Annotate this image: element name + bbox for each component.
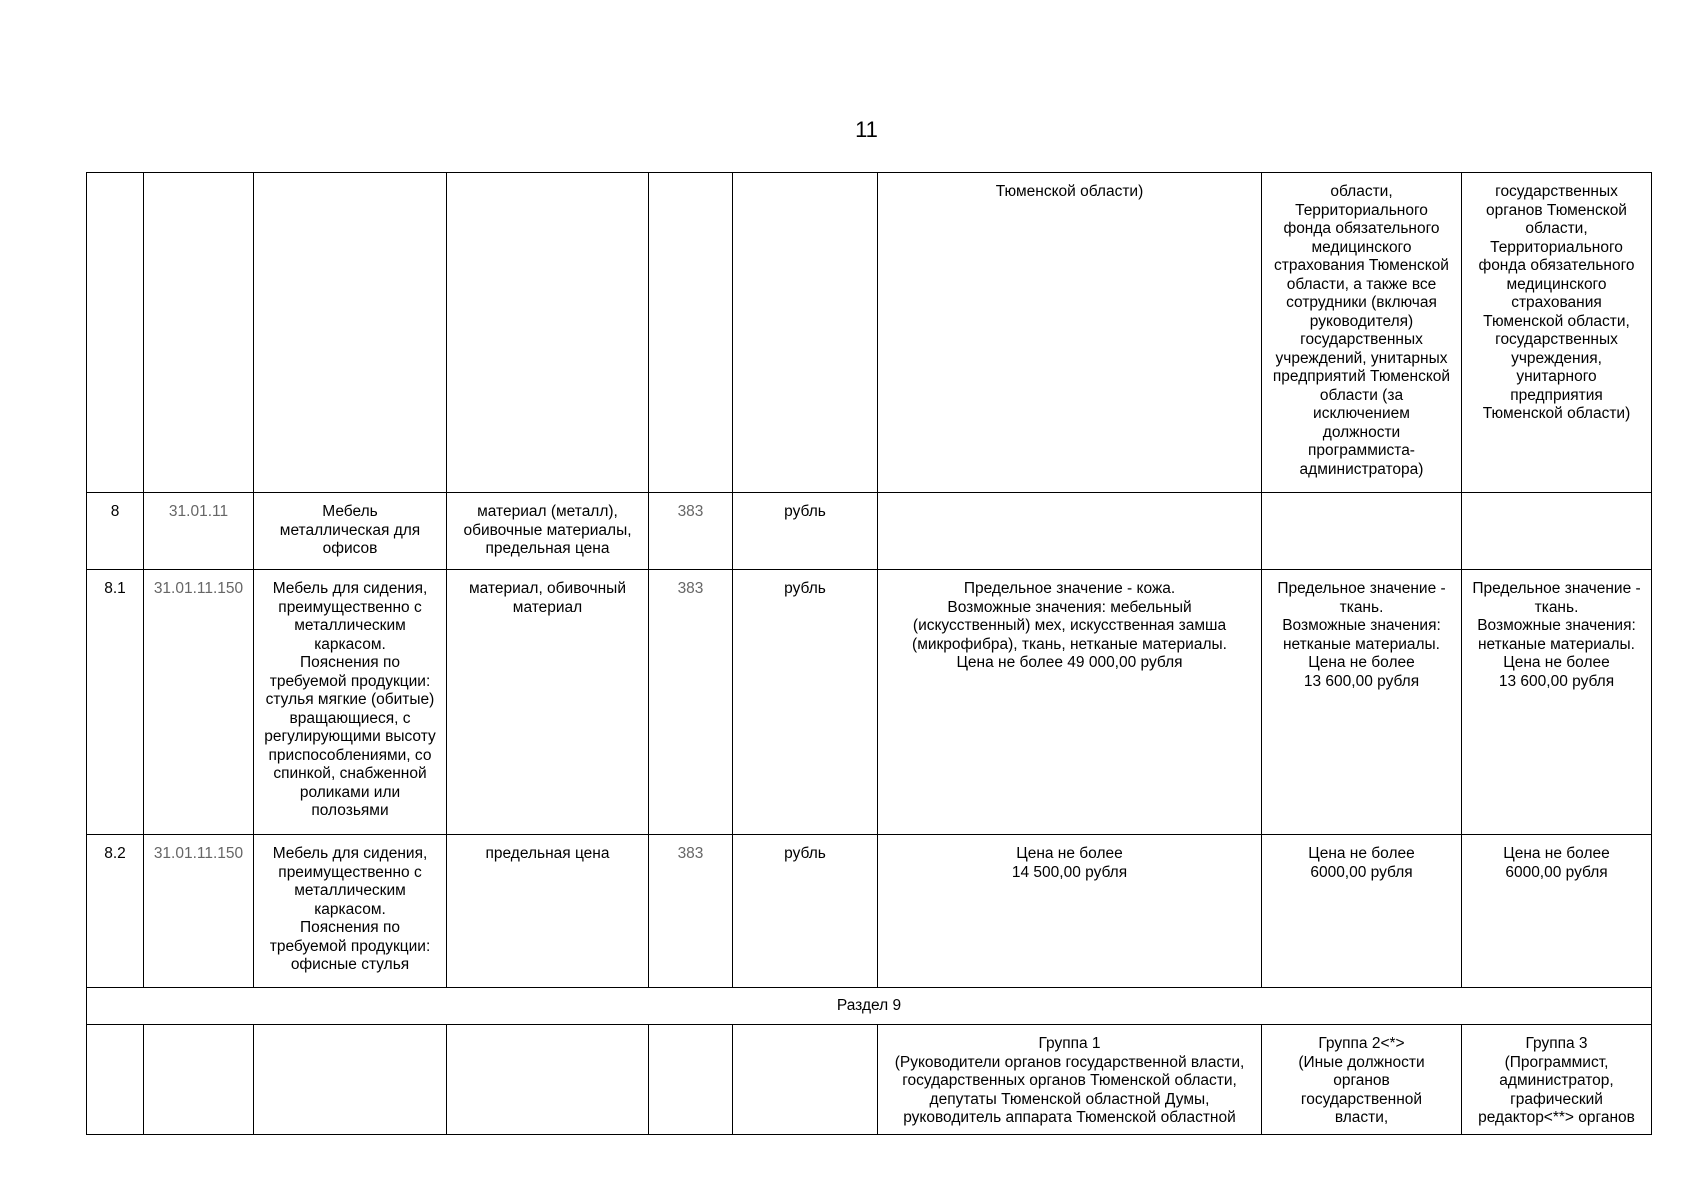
cell-okei [649,173,733,493]
cell-name: Мебель для сидения, преимущественно с металлическим каркасом. Пояснения по требуемой продукции: стулья мягкие (обитые) вращающиеся, с регулирующими высоту приспособлениями, со спинкой, снабженной роликами или полозьями [254,570,447,835]
cell-group2: Предельное значение - ткань. Возможные значения: нетканые материалы. Цена не более 13 600,00 рубля [1262,570,1462,835]
cell-unit: рубль [733,835,878,988]
cell-name: Мебель для сидения, преимущественно с металлическим каркасом. Пояснения по требуемой продукции: офисные стулья [254,835,447,988]
cell-okei: 383 [649,570,733,835]
cell-group2: Цена не более 6000,00 рубля [1262,835,1462,988]
page-number: 11 [855,117,878,142]
cell-number [87,173,144,493]
cell-characteristic [447,173,649,493]
cell-number: 8.1 [87,570,144,835]
cell-characteristic [447,1025,649,1135]
cell-characteristic: предельная цена [447,835,649,988]
cell-code: 31.01.11 [144,493,254,570]
cell-characteristic: материал (металл), обивочные материалы, предельная цена [447,493,649,570]
cell-group1: Предельное значение - кожа. Возможные значения: мебельный (искусственный) мех, искусственная замша (микрофибра), ткань, нетканые материалы. Цена не более 49 000,00 рубля [878,570,1262,835]
cell-okei: 383 [649,493,733,570]
cell-code: 31.01.11.150 [144,835,254,988]
table-row-8 [87,493,1652,570]
table-row-8-1 [87,570,1652,835]
cell-group3 [1462,493,1652,570]
cell-number [87,1025,144,1135]
cell-code: 31.01.11.150 [144,570,254,835]
cell-group1: Цена не более 14 500,00 рубля [878,835,1262,988]
cell-group3: государственных органов Тюменской области, Территориального фонда обязательного медицинского страхования Тюменской области, государственных учреждения, унитарного предприятия Тюменской области) [1462,173,1652,493]
table-row-group-headers [87,1025,1652,1135]
cell-number: 8.2 [87,835,144,988]
cell-code [144,173,254,493]
cell-unit: рубль [733,493,878,570]
cell-group2-header: Группа 2<*> (Иные должности органов государственной власти, [1262,1025,1462,1135]
cell-group3-header: Группа 3 (Программист, администратор, графический редактор<**> органов [1462,1025,1652,1135]
table-row-section [87,988,1652,1025]
requirements-table [86,172,1652,1135]
cell-unit [733,173,878,493]
cell-group1 [878,493,1262,570]
section-heading: Раздел 9 [87,988,1652,1025]
cell-group1: Тюменской области) [878,173,1262,493]
cell-group2: области, Территориального фонда обязательного медицинского страхования Тюменской области, а также все сотрудники (включая руководителя) государственных учреждений, унитарных предприятий Тюменской области (за исключением должности программиста- администратора) [1262,173,1462,493]
cell-okei [649,1025,733,1135]
cell-group3: Цена не более 6000,00 рубля [1462,835,1652,988]
cell-group1-header: Группа 1 (Руководители органов государственной власти, государственных органов Тюменской области, депутаты Тюменской областной Думы, руководитель аппарата Тюменской областной [878,1025,1262,1135]
cell-name [254,1025,447,1135]
cell-name [254,173,447,493]
cell-characteristic: материал, обивочный материал [447,570,649,835]
cell-group3: Предельное значение - ткань. Возможные значения: нетканые материалы. Цена не более 13 600,00 рубля [1462,570,1652,835]
table-row-8-2 [87,835,1652,988]
table-row-continuation [87,173,1652,493]
cell-name: Мебель металлическая для офисов [254,493,447,570]
cell-okei: 383 [649,835,733,988]
cell-code [144,1025,254,1135]
cell-unit [733,1025,878,1135]
cell-unit: рубль [733,570,878,835]
cell-number: 8 [87,493,144,570]
cell-group2 [1262,493,1462,570]
